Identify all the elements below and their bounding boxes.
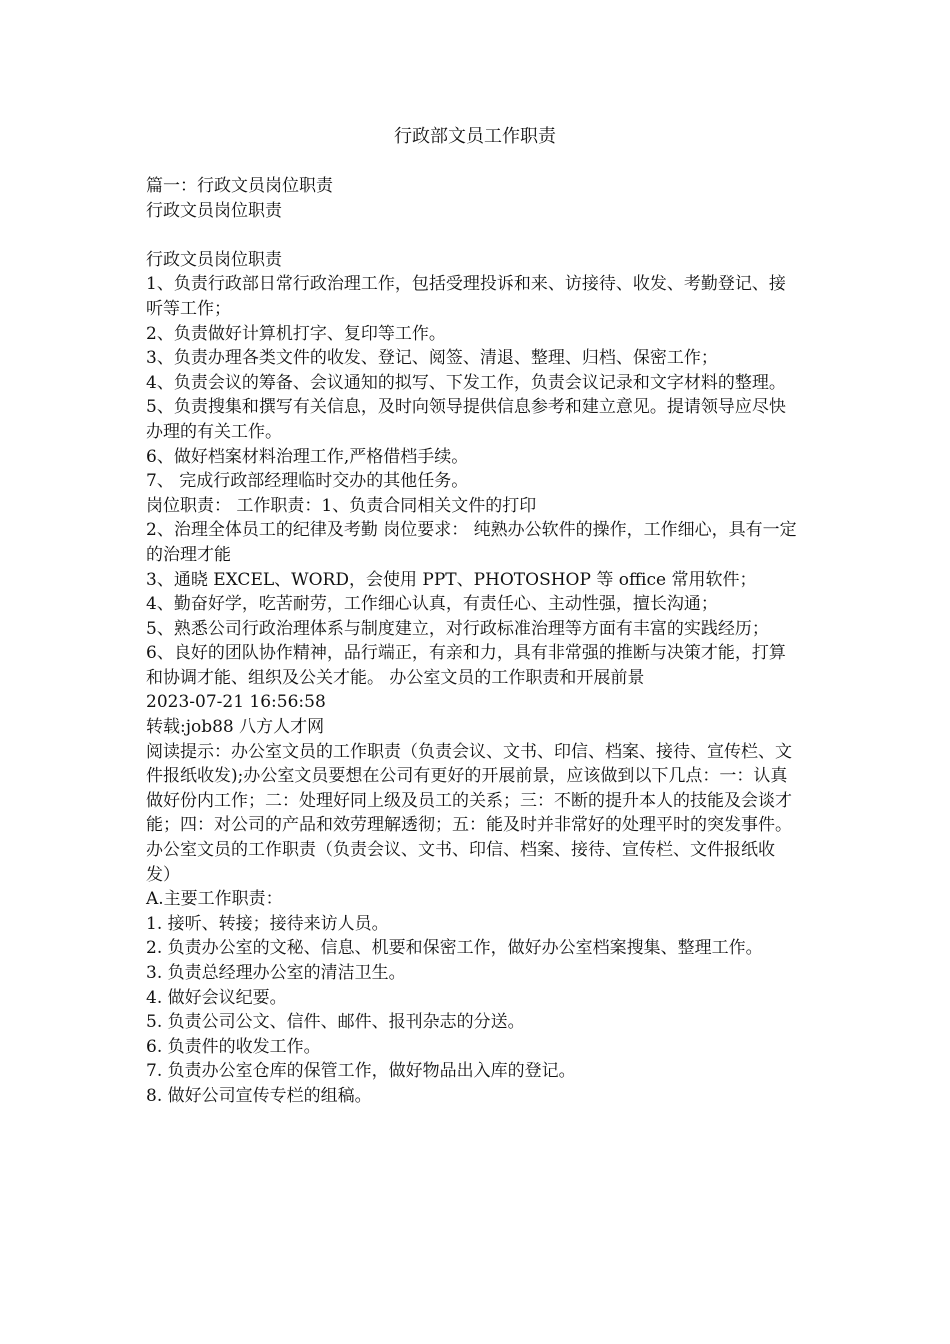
paragraph: 行政文员岗位职责: [146, 200, 282, 221]
paragraph: 4、负责会议的筹备、会议通知的拟写、下发工作，负责会议记录和文字材料的整理。: [146, 372, 786, 393]
list-item: 6. 负责件的收发工作。: [146, 1036, 321, 1057]
paragraph: 5、熟悉公司行政治理体系与制度建立，对行政标准治理等方面有丰富的实践经历； 6、良好的团队协作精神，品行端正，有亲和力，具有非常强的推断与决策才能，打算和协调才能、组织及公关才能。 办公室文员的工作职责和开展前景: [146, 618, 786, 688]
document-title: 行政部文员工作职责: [394, 126, 556, 147]
paragraph: 6、做好档案材料治理工作,严格借档手续。: [146, 446, 469, 467]
list-item: 7. 负责办公室仓库的保管工作，做好物品出入库的登记。: [146, 1061, 576, 1082]
list-item: 4. 做好会议纪要。: [146, 987, 287, 1008]
blank-line: [146, 223, 798, 248]
paragraph: 4、勤奋好学，吃苦耐劳，工作细心认真，有责任心、主动性强，擅长沟通；: [146, 594, 718, 615]
paragraph: 阅读提示：办公室文员的工作职责（负责会议、文书、印信、档案、接待、宣传栏、文件报纸收发);办公室文员要想在公司有更好的开展前景，应该做到以下几点：一：认真做好份内工作；二：处理好同上级及员工的关系；三：不断的提升本人的技能及会谈才能；四：对公司的产品和效劳理解透彻；五：能及时并非常好的处理平时的突发事件。: [146, 741, 792, 836]
list-item: 8. 做好公司宣传专栏的组稿。: [146, 1085, 372, 1106]
list-item: 1. 接听、转接；接待来访人员。: [146, 913, 389, 934]
paragraph: 办公室文员的工作职责（负责会议、文书、印信、档案、接待、宣传栏、文件报纸收发）: [146, 840, 775, 885]
paragraph: 行政文员岗位职责: [146, 249, 282, 270]
document-body: [146, 174, 798, 1109]
paragraph: 2、负责做好计算机打字、复印等工作。: [146, 323, 446, 344]
timestamp: 2023-07-21 16:56:58: [146, 692, 326, 713]
list-item: 2. 负责办公室的文秘、信息、机要和保密工作，做好办公室档案搜集、整理工作。: [146, 938, 763, 959]
source-line: 转载:job88 八方人才网: [146, 717, 325, 738]
paragraph: 岗位职责： 工作职责：1、负责合同相关文件的打印: [146, 495, 537, 516]
list-item: 3. 负责总经理办公室的清洁卫生。: [146, 963, 406, 983]
paragraph: 3、通晓 EXCEL、WORD，会使用 PPT、PHOTOSHOP 等 office 常用软件；: [146, 569, 757, 590]
paragraph: 3、负责办理各类文件的收发、登记、阅签、清退、整理、归档、保密工作；: [146, 348, 718, 369]
paragraph: 1、负责行政部日常行政治理工作，包括受理投诉和来、访接待、收发、考勤登记、接听等工作；: [146, 274, 786, 319]
paragraph: 5、负责搜集和撰写有关信息，及时向领导提供信息参考和建立意见。提请领导应尽快办理的有关工作。: [146, 397, 786, 442]
paragraph: 7、 完成行政部经理临时交办的其他任务。: [146, 471, 469, 492]
section-heading: A.主要工作职责：: [146, 889, 283, 910]
paragraph: 篇一：行政文员岗位职责: [146, 176, 333, 196]
paragraph: 2、治理全体员工的纪律及考勤 岗位要求： 纯熟办公软件的操作，工作细心，具有一定的治理才能: [146, 520, 797, 565]
list-item: 5. 负责公司公文、信件、邮件、报刊杂志的分送。: [146, 1012, 525, 1033]
